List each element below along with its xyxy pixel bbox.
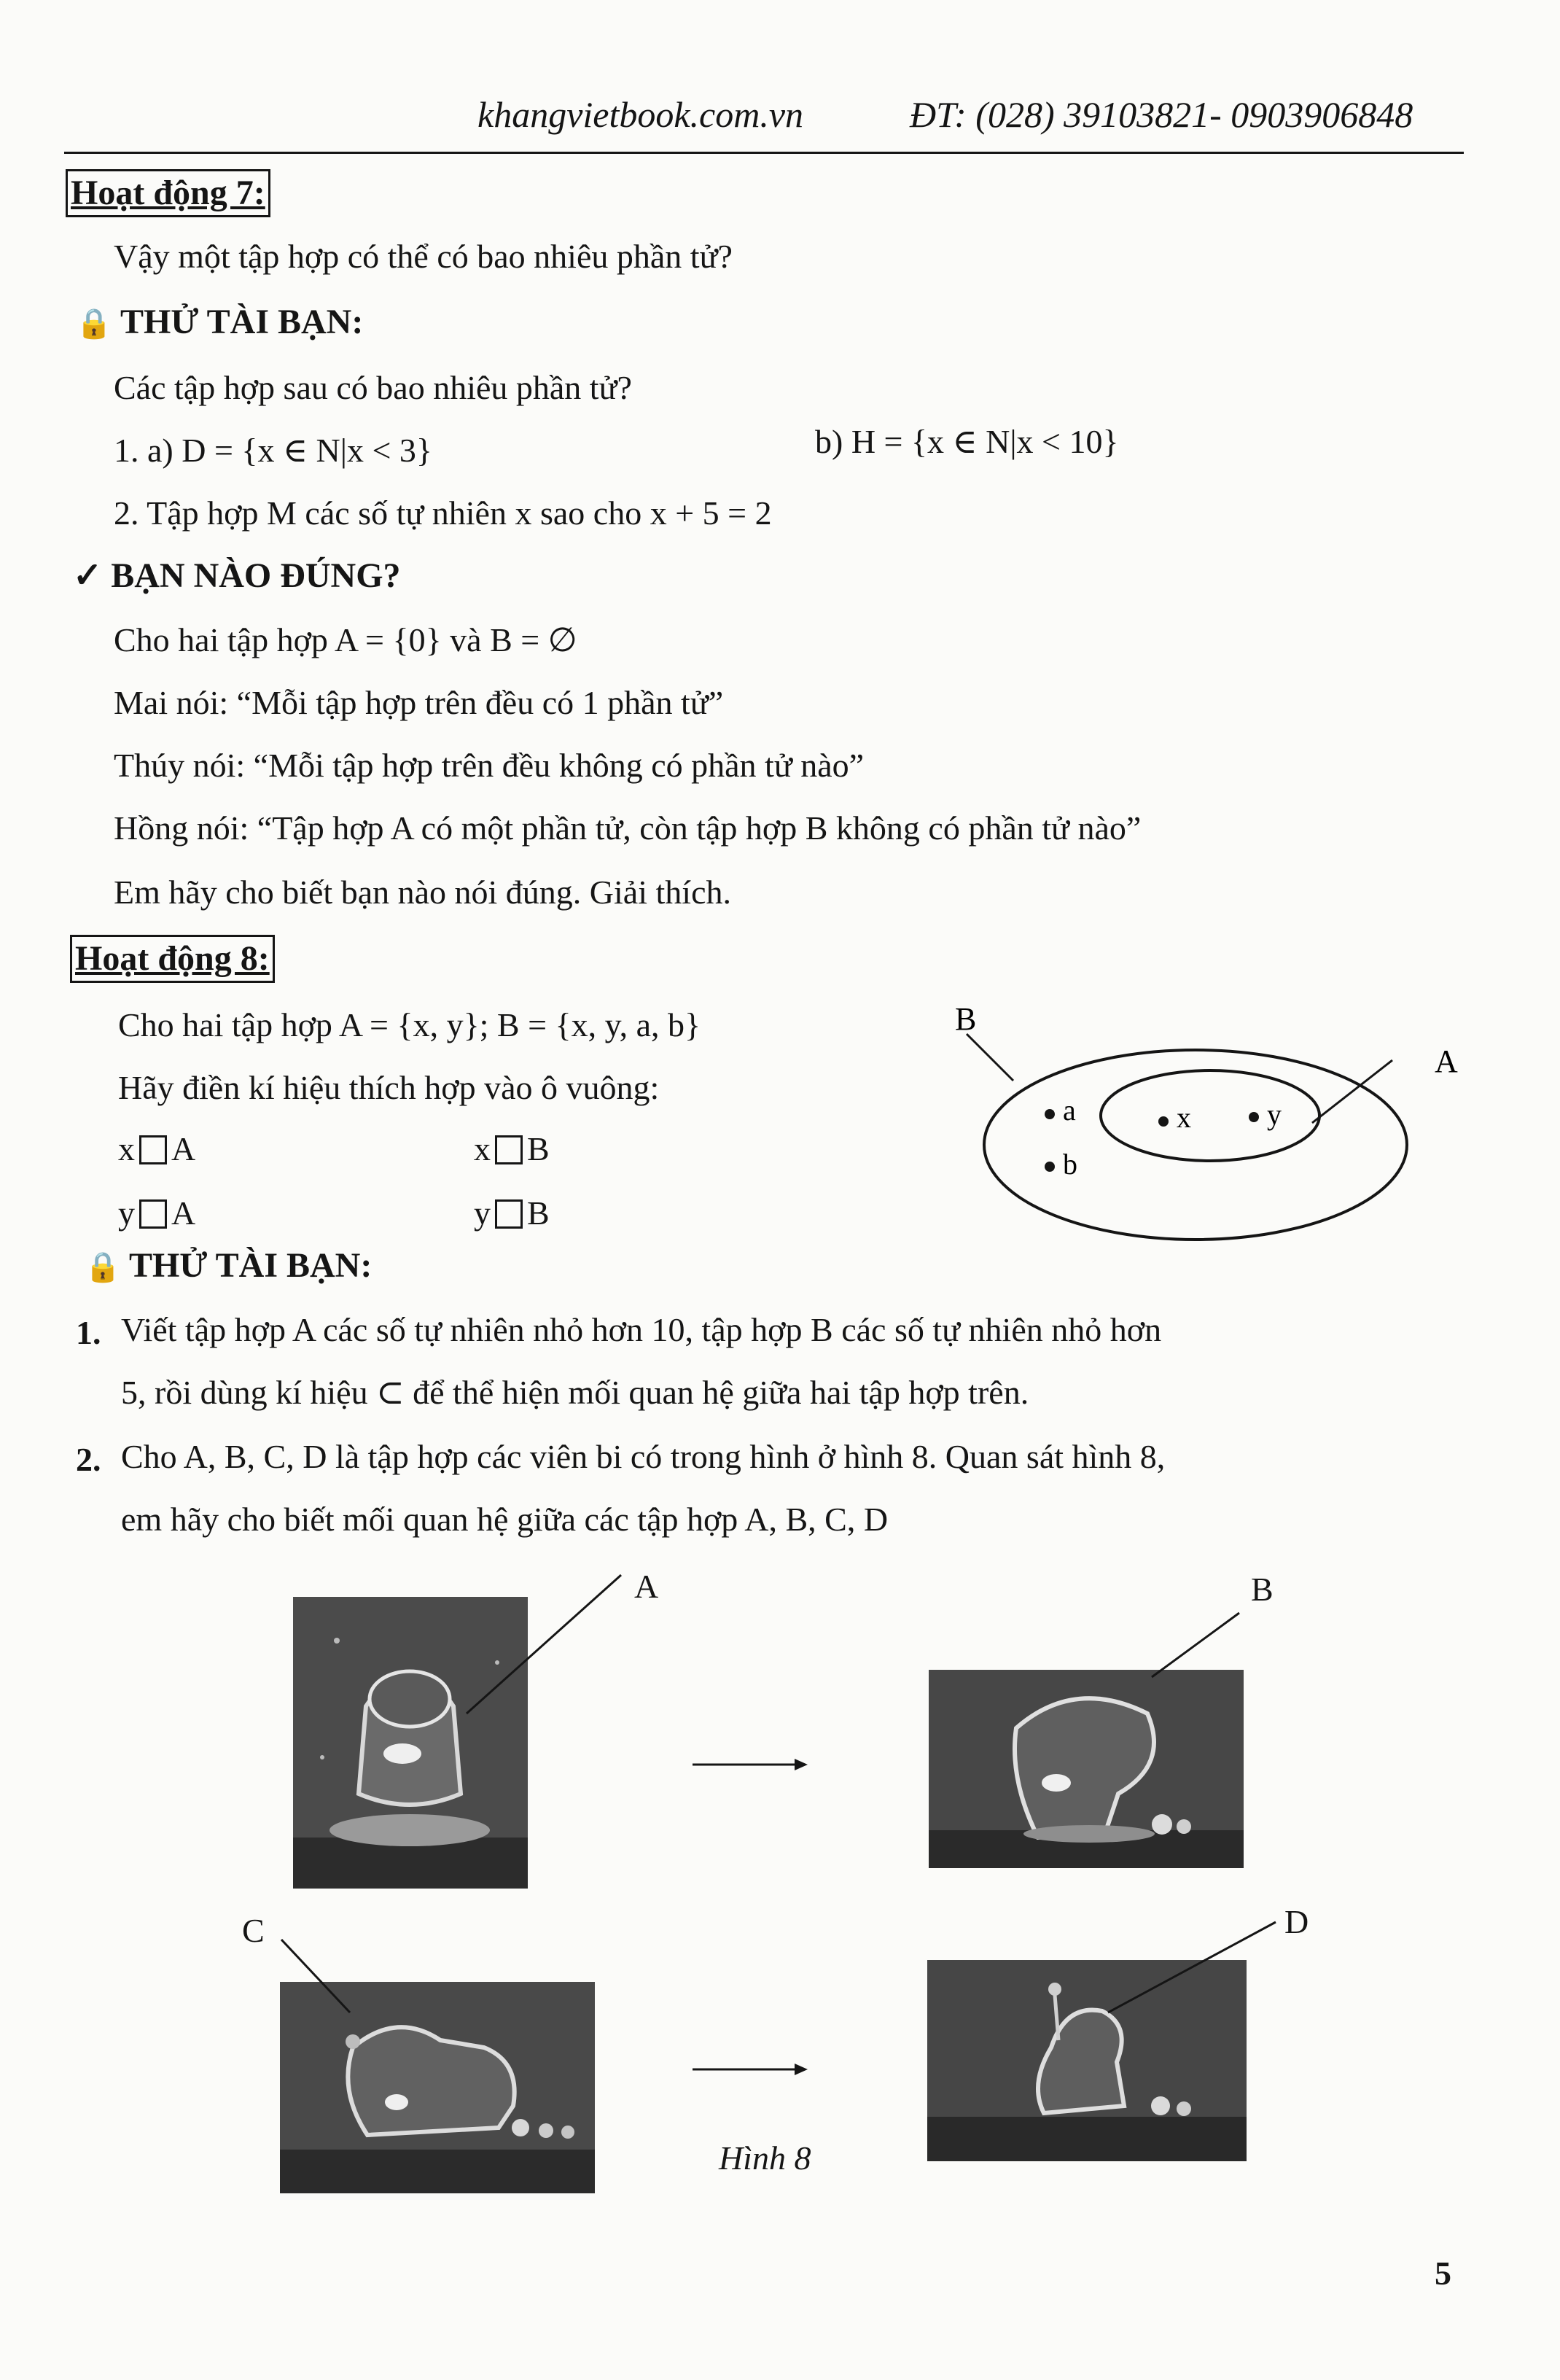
- venn-label-a: A: [1435, 1043, 1458, 1079]
- fill-cell-xA: x A: [118, 1130, 196, 1167]
- figure-label-c: C: [242, 1912, 265, 1949]
- who-right-line5: Em hãy cho biết bạn nào nói đúng. Giải thích.: [114, 874, 731, 911]
- venn-element-a: a: [1063, 1094, 1076, 1127]
- figure-label-b: B: [1251, 1571, 1274, 1608]
- try2-ex1-line1: Viết tập hợp A các số tự nhiên nhỏ hơn 10, tập hợp B các số tự nhiên nhỏ hơn: [121, 1311, 1162, 1348]
- venn-element-b: b: [1063, 1148, 1077, 1181]
- try2-ex1-number: 1.: [76, 1314, 101, 1351]
- checkmark-icon: ✓: [73, 556, 103, 595]
- who-right-title: ✓ BẠN NÀO ĐÚNG?: [73, 556, 401, 595]
- lock-icon: 🔒: [85, 1251, 121, 1283]
- who-right-line3: Thúy nói: “Mỗi tập hợp trên đều không có phần tử nào”: [114, 747, 865, 784]
- leader-d: [1108, 1922, 1276, 2012]
- fill-cell-xB: x B: [474, 1130, 550, 1167]
- try1-title: 🔒 THỬ TÀI BẠN:: [76, 303, 364, 341]
- try2-ex2-line1: Cho A, B, C, D là tập hợp các viên bi có trong hình ở hình 8. Quan sát hình 8,: [121, 1438, 1166, 1475]
- figure-label-a: A: [634, 1568, 659, 1605]
- activity8-box: Hoạt động 8:: [70, 935, 275, 983]
- try2-ex1-line2: 5, rồi dùng kí hiệu ⊂ để thể hiện mối quan hệ giữa hai tập hợp trên.: [121, 1374, 1029, 1411]
- activity7-question: Vậy một tập hợp có thể có bao nhiêu phần tử?: [114, 238, 733, 275]
- figure-caption: Hình 8: [719, 2139, 811, 2177]
- try2-ex2-line2: em hãy cho biết mối quan hệ giữa các tập hợp A, B, C, D: [121, 1501, 889, 1538]
- try2-ex2-number: 2.: [76, 1441, 101, 1478]
- try1-item1a: 1. a) D = {x ∈ N|x < 3}: [114, 432, 432, 469]
- header-phone: ĐT: (028) 39103821- 0903906848: [910, 94, 1413, 135]
- venn-element-x: x: [1177, 1101, 1191, 1134]
- who-right-line2: Mai nói: “Mỗi tập hợp trên đều có 1 phần tử”: [114, 684, 724, 721]
- activity8-line2: Hãy điền kí hiệu thích hợp vào ô vuông:: [118, 1069, 660, 1106]
- who-right-line4: Hồng nói: “Tập hợp A có một phần tử, còn tập hợp B không có phần tử nào”: [114, 809, 1142, 847]
- venn-element-y: y: [1267, 1098, 1282, 1131]
- leader-c: [281, 1940, 350, 2012]
- who-right-line1: Cho hai tập hợp A = {0} và B = ∅: [114, 621, 577, 658]
- try1-item2: 2. Tập hợp M các số tự nhiên x sao cho x + 5 = 2: [114, 494, 772, 532]
- try1-prompt: Các tập hợp sau có bao nhiêu phần tử?: [114, 369, 632, 406]
- figure-label-d: D: [1284, 1903, 1309, 1940]
- leader-a: [467, 1575, 621, 1714]
- page-number: 5: [1435, 2255, 1451, 2292]
- fill-cell-yA: y A: [118, 1194, 196, 1232]
- fill-cell-yB: y B: [474, 1194, 550, 1232]
- try2-title: 🔒 THỬ TÀI BẠN:: [85, 1246, 373, 1285]
- activity7-box: Hoạt động 7:: [66, 169, 270, 217]
- try1-item1b: b) H = {x ∈ N|x < 10}: [815, 423, 1119, 460]
- activity8-line1: Cho hai tập hợp A = {x, y}; B = {x, y, a, b}: [118, 1006, 701, 1043]
- leader-b: [1152, 1613, 1239, 1677]
- header-website: khangvietbook.com.vn: [477, 94, 804, 135]
- venn-label-b: B: [955, 1001, 977, 1037]
- lock-icon: 🔒: [76, 307, 112, 340]
